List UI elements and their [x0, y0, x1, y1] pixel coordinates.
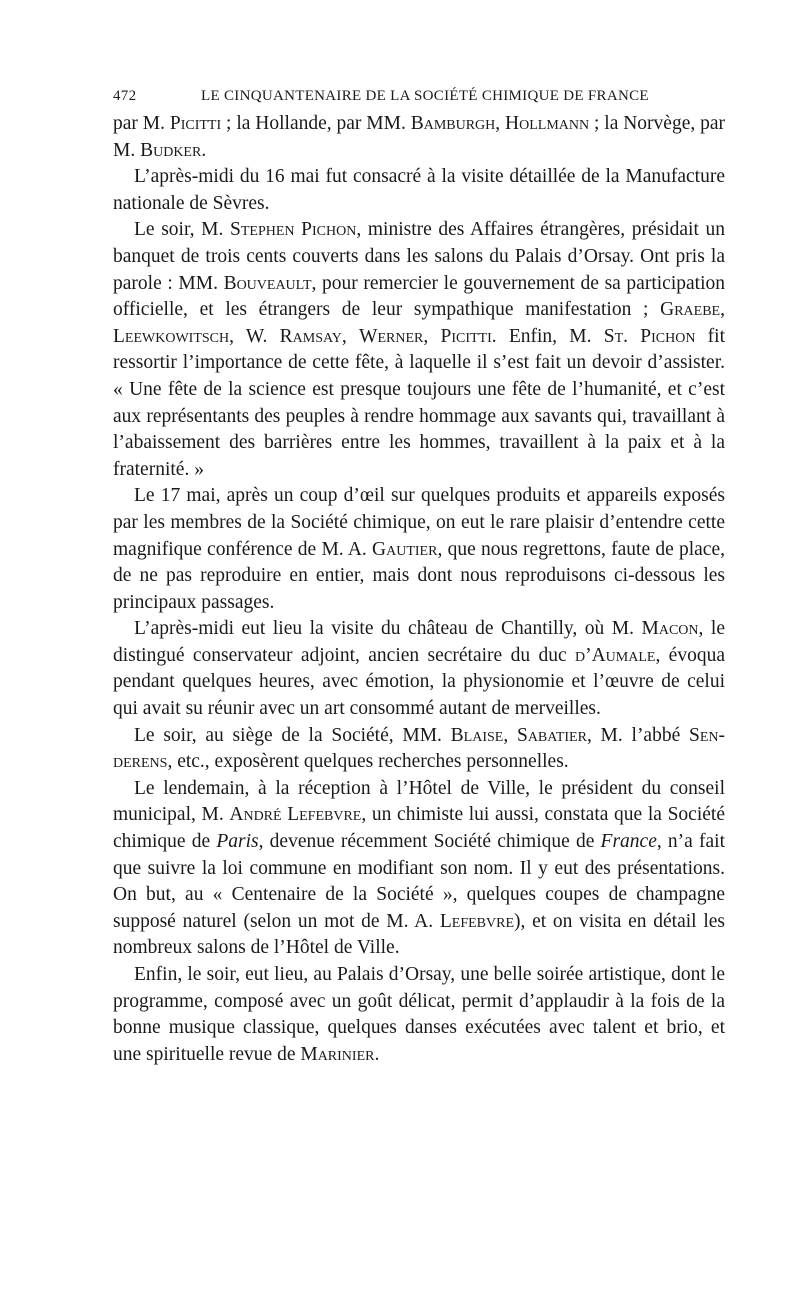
- paragraph: [113, 962, 725, 1068]
- text-run: . Enfin, M.: [491, 325, 604, 347]
- text-run: L’après-midi eut lieu la visite du château de Chantilly, où M.: [134, 618, 642, 640]
- text-run: , ministre des Affaires étrangères, présidait un banquet de trois cents couverts dans les salons du Palais d’Orsay. Ont pris la parole : MM.: [113, 219, 726, 294]
- person-name: Hollmann: [505, 113, 590, 134]
- page-number: 472: [113, 88, 137, 104]
- text-run: ; la Hollande, par MM.: [221, 113, 411, 134]
- person-name: Blaise: [450, 724, 504, 746]
- text-run: ,: [503, 724, 517, 746]
- person-name: Graebe: [660, 299, 721, 321]
- text-run: , pour remercier le gouvernement de sa participation officielle, et les étrangers de leur sympathique manifestation ;: [113, 272, 725, 321]
- person-name: Picitti: [440, 325, 492, 347]
- text-run: , que nous regrettons, faute de place, de ne pas reproduire en entier, mais dont nous reproduisons ci-dessous les principaux passages.: [113, 538, 725, 613]
- text-run: , un chimiste lui aussi, constata que la Société chimique de: [113, 804, 725, 853]
- text-run: .: [374, 1043, 380, 1065]
- person-name: Senderens: [113, 724, 726, 773]
- person-name: d’Aumale: [574, 644, 656, 666]
- text-run: ), et on visita en détail les nombreux salons de l’Hôtel de Ville.: [113, 910, 725, 959]
- text-run: , W.: [229, 325, 280, 347]
- text-run: ; la Norvège, par M.: [113, 113, 726, 161]
- text-run: , devenue récemment Société chimique de: [258, 831, 601, 853]
- running-title: LE CINQUANTENAIRE DE LA SOCIÉTÉ CHIMIQUE DE FRANCE: [201, 88, 649, 104]
- paragraph: [113, 217, 725, 483]
- person-name: Gautier: [372, 538, 438, 560]
- person-name: Ramsay: [279, 325, 342, 347]
- person-name: Bamburgh: [410, 113, 496, 134]
- text-run: Le soir, M.: [134, 219, 231, 241]
- text-run: , n’a fait que suivre la loi commune en modifiant son nom. Il y eut des présentations. On but, au « Centenaire de la Société », quelques coupes de champagne supposé naturel (selon un mot de M. A.: [113, 831, 725, 932]
- person-name: Bouveault: [223, 272, 312, 294]
- text-run: .: [201, 139, 207, 161]
- paragraph: [113, 723, 725, 776]
- running-head: [113, 88, 725, 105]
- text-run: par M.: [113, 113, 170, 134]
- text-run: ,: [720, 299, 725, 321]
- body-text: [113, 111, 725, 1068]
- person-name: Sabatier: [516, 724, 587, 746]
- text-run: L’après-midi du 16 mai fut consacré à la visite détaillée de la Manufacture nationale de Sèvres.: [113, 166, 725, 214]
- text-run: ,: [341, 325, 360, 347]
- paragraph: [113, 164, 725, 217]
- person-name: Leewkowitsch: [113, 325, 230, 347]
- text-run: , le distingué conservateur adjoint, ancien secrétaire du duc: [113, 618, 726, 666]
- text-run: Le soir, au siège de la Société, MM.: [134, 724, 451, 746]
- text-run: ,: [423, 325, 441, 347]
- person-name: Macon: [641, 618, 699, 640]
- paragraph: [113, 616, 725, 722]
- text-run: Le lendemain, à la réception à l’Hôtel de Ville, le président du conseil municipal, M.: [113, 777, 725, 826]
- person-name: Budker: [140, 139, 202, 161]
- paragraph: [113, 776, 725, 962]
- paragraph: [113, 111, 725, 164]
- person-name: Stephen Pichon: [230, 219, 357, 241]
- person-name: Werner: [359, 325, 424, 347]
- person-name: Picitti: [169, 113, 222, 134]
- text-run: , évoqua pendant quelques heures, avec émotion, la physionomie et l’œuvre de celui qui avait su réunir avec un art consommé autant de merveilles.: [113, 644, 725, 720]
- text-run: , etc., exposèrent quelques recherches personnelles.: [167, 751, 569, 773]
- text-run: Le 17 mai, après un coup d’œil sur quelques produits et appareils exposés par les membres de la Société chimique, on eut le rare plaisir d’entendre cette magnifique conférence de M. A.: [113, 485, 725, 560]
- text-run: , M. l’abbé: [586, 724, 689, 746]
- emphasis: Paris: [216, 831, 259, 853]
- text-run: Enfin, le soir, eut lieu, au Palais d’Orsay, une belle soirée artistique, dont le programme, composé avec un goût délicat, permit d’applaudir à la fois de la bonne musique classique, quelques danses exécutées avec talent et brio, et une spirituelle revue de: [113, 964, 725, 1065]
- emphasis: France: [600, 831, 657, 853]
- person-name: André Lefebvre: [229, 804, 362, 826]
- text-run: ,: [495, 113, 506, 134]
- document-page: [113, 88, 725, 1068]
- person-name: Lefebvre: [439, 910, 514, 932]
- text-run: fit ressortir l’importance de cette fête, à laquelle il s’est fait un devoir d’assister. « Une fête de la science est presque toujours une fête de l’humanité, et c’est aux représentants des peuples à rendre hommage aux savants qui, travaillant à l’abaissement des barrières entre les hommes, travaillent à la paix et à la fraternité. »: [113, 325, 726, 480]
- person-name: St. Pichon: [603, 325, 696, 347]
- paragraph: [113, 483, 725, 616]
- person-name: Marinier: [300, 1043, 375, 1065]
